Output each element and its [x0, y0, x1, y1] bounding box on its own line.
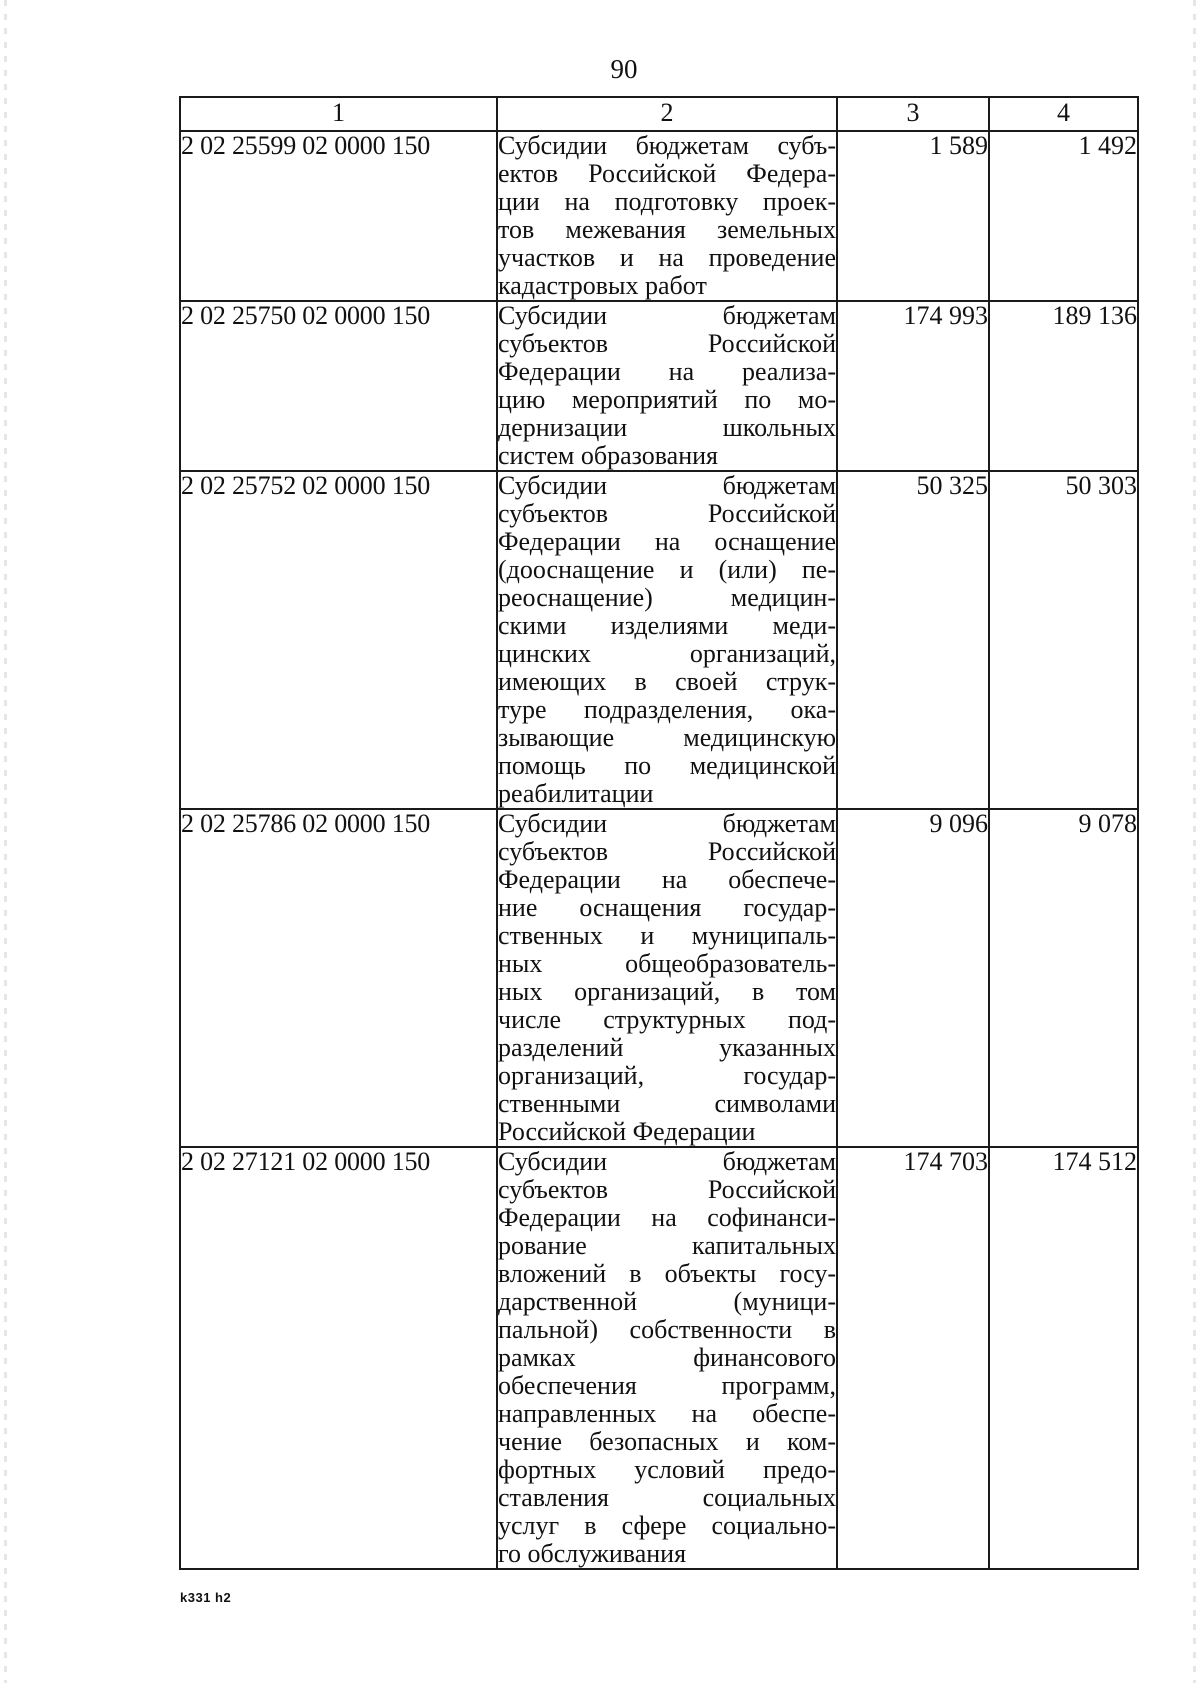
description-line: разделений указанных — [498, 1033, 836, 1062]
description-line: организаций, государ- — [498, 1061, 836, 1090]
description-line: Федерации на софинанси- — [498, 1203, 836, 1232]
description-line: ектов Российской Федера- — [498, 159, 836, 188]
description-cell — [497, 809, 837, 1147]
value-col-3-cell: 50 325 — [837, 471, 989, 809]
description-line: вложений в объекты госу- — [498, 1259, 836, 1288]
description-line: чение безопасных и ком- — [498, 1427, 836, 1456]
description-cell — [497, 131, 837, 301]
description-line: го обслуживания — [498, 1539, 687, 1568]
value-col-3-cell: 1 589 — [837, 131, 989, 301]
description-line: ние оснащения государ- — [498, 893, 836, 922]
description-line: Российской Федерации — [498, 1117, 756, 1146]
description-line: ции на подготовку проек- — [498, 187, 836, 216]
footer-code: k331 h2 — [180, 1590, 232, 1605]
description-line: субъектов Российской — [498, 1175, 836, 1204]
description-cell — [497, 1147, 837, 1569]
description-line: тов межевания земельных — [498, 215, 836, 244]
budget-code-cell: 2 02 25786 02 0000 150 — [180, 809, 497, 1147]
value-col-3-cell: 9 096 — [837, 809, 989, 1147]
scan-edge-right — [1193, 0, 1196, 1683]
description-line: ставления социальных — [498, 1483, 836, 1512]
description-line: субъектов Российской — [498, 329, 836, 358]
description-line: цинских организаций, — [498, 639, 836, 668]
description-line: помощь по медицинской — [498, 751, 836, 780]
description-line: Субсидии бюджетам — [498, 471, 836, 500]
description-line: пальной) собственности в — [498, 1315, 836, 1344]
value-col-3-cell: 174 993 — [837, 301, 989, 471]
value-col-4-cell: 50 303 — [989, 471, 1138, 809]
description-line: направленных на обеспе- — [498, 1399, 836, 1428]
description-line: Субсидии бюджетам — [498, 809, 836, 838]
description-line: участков и на проведение — [498, 243, 836, 272]
header-col-1: 1 — [180, 97, 497, 131]
value-col-4-cell: 9 078 — [989, 809, 1138, 1147]
description-line: туре подразделения, ока- — [498, 695, 836, 724]
description-cell — [497, 301, 837, 471]
table-body — [180, 131, 1138, 1569]
value-col-4-cell: 189 136 — [989, 301, 1138, 471]
budget-code-cell: 2 02 25750 02 0000 150 — [180, 301, 497, 471]
description-line: дернизации школьных — [498, 413, 836, 442]
header-col-4: 4 — [989, 97, 1138, 131]
description-line: Субсидии бюджетам субъ- — [498, 131, 836, 160]
description-line: ных организаций, в том — [498, 977, 836, 1006]
description-line: зывающие медицинскую — [498, 723, 836, 752]
table-row — [180, 471, 1138, 809]
description-cell — [497, 471, 837, 809]
table-row — [180, 131, 1138, 301]
header-col-2: 2 — [497, 97, 837, 131]
value-col-4-cell: 1 492 — [989, 131, 1138, 301]
description-line: Субсидии бюджетам — [498, 1147, 836, 1176]
description-line: имеющих в своей струк- — [498, 667, 836, 696]
description-line: числе структурных под- — [498, 1005, 836, 1034]
table-row — [180, 301, 1138, 471]
description-line: ственными символами — [498, 1089, 836, 1118]
description-line: (дооснащение и (или) пе- — [498, 555, 836, 584]
description-line: Субсидии бюджетам — [498, 301, 836, 330]
table-row — [180, 809, 1138, 1147]
description-line: ственных и муниципаль- — [498, 921, 836, 950]
header-col-3: 3 — [837, 97, 989, 131]
budget-code-cell: 2 02 25599 02 0000 150 — [180, 131, 497, 301]
description-line: Федерации на обеспече- — [498, 865, 836, 894]
description-line: обеспечения программ, — [498, 1371, 836, 1400]
description-line: кадастровых работ — [498, 271, 707, 300]
description-line: субъектов Российской — [498, 837, 836, 866]
scan-edge-left — [4, 0, 7, 1683]
page-number: 90 — [610, 54, 638, 84]
table-row — [180, 1147, 1138, 1569]
description-line: ных общеобразователь- — [498, 949, 836, 978]
budget-table — [179, 96, 1139, 1570]
budget-code-cell: 2 02 27121 02 0000 150 — [180, 1147, 497, 1569]
description-line: Федерации на реализа- — [498, 357, 836, 386]
table-header — [180, 97, 1138, 131]
description-line: цию мероприятий по мо- — [498, 385, 836, 414]
description-line: услуг в сфере социально- — [498, 1511, 836, 1540]
description-line: субъектов Российской — [498, 499, 836, 528]
description-line: рование капитальных — [498, 1231, 836, 1260]
value-col-4-cell: 174 512 — [989, 1147, 1138, 1569]
description-line: дарственной (муници- — [498, 1287, 836, 1316]
description-line: рамках финансового — [498, 1343, 836, 1372]
description-line: реабилитации — [498, 779, 654, 808]
value-col-3-cell: 174 703 — [837, 1147, 989, 1569]
description-line: фортных условий предо- — [498, 1455, 836, 1484]
description-line: систем образования — [498, 441, 718, 470]
header-row — [180, 97, 1138, 131]
description-line: реоснащение) медицин- — [498, 583, 836, 612]
description-line: скими изделиями меди- — [498, 611, 836, 640]
description-line: Федерации на оснащение — [498, 527, 836, 556]
budget-code-cell: 2 02 25752 02 0000 150 — [180, 471, 497, 809]
